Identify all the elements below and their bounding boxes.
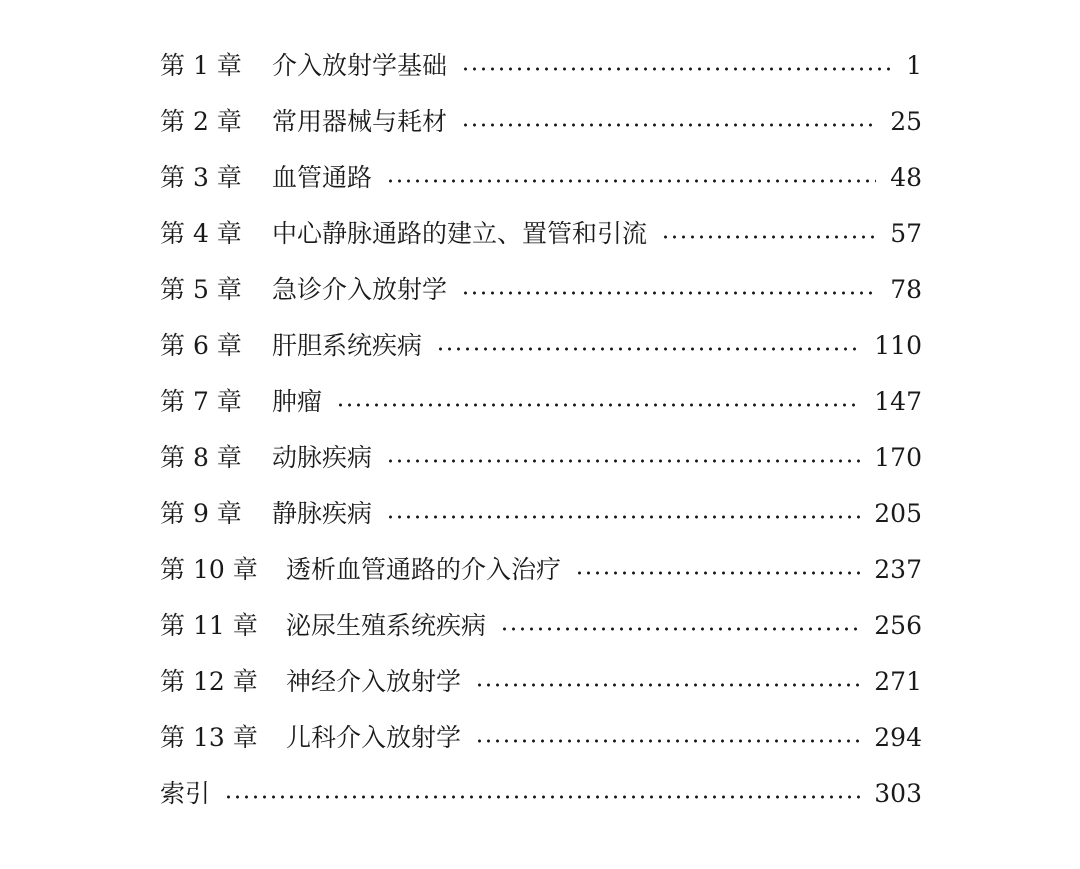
- dot-leader: [224, 795, 860, 799]
- toc-row[interactable]: [160, 94, 922, 150]
- chapter-number: 第 8 章: [160, 443, 242, 472]
- toc-row[interactable]: [160, 374, 922, 430]
- chapter-number: 第 5 章: [160, 275, 242, 304]
- chapter-number: 第 6 章: [160, 331, 242, 360]
- page-number: 303: [874, 779, 922, 808]
- chapter-title: 泌尿生殖系统疾病: [286, 611, 487, 640]
- page-number: 25: [890, 107, 922, 136]
- dot-leader: [386, 515, 860, 519]
- chapter-title: 动脉疾病: [272, 443, 373, 472]
- toc-row-index[interactable]: [160, 766, 922, 822]
- chapter-number: 第 10 章: [160, 555, 258, 584]
- chapter-number: 第 4 章: [160, 219, 242, 248]
- toc-row[interactable]: [160, 430, 922, 486]
- dot-leader: [386, 179, 876, 183]
- page-number: 78: [890, 275, 922, 304]
- chapter-number: 第 13 章: [160, 723, 258, 752]
- toc-row[interactable]: [160, 38, 922, 94]
- chapter-title: 肝胆系统疾病: [272, 331, 423, 360]
- dot-leader: [475, 683, 860, 687]
- dot-leader: [475, 739, 860, 743]
- page-number: 48: [890, 163, 922, 192]
- chapter-number: 第 2 章: [160, 107, 242, 136]
- index-title: 索引: [160, 779, 211, 808]
- chapter-number: 第 12 章: [160, 667, 258, 696]
- chapter-title: 儿科介入放射学: [286, 723, 462, 752]
- dot-leader: [461, 123, 876, 127]
- toc-row[interactable]: [160, 654, 922, 710]
- toc-row[interactable]: [160, 150, 922, 206]
- toc-row[interactable]: [160, 598, 922, 654]
- chapter-number: 第 11 章: [160, 611, 258, 640]
- chapter-number: 第 3 章: [160, 163, 242, 192]
- chapter-number: 第 7 章: [160, 387, 242, 416]
- chapter-title: 透析血管通路的介入治疗: [286, 555, 562, 584]
- toc-row[interactable]: [160, 486, 922, 542]
- chapter-number: 第 9 章: [160, 499, 242, 528]
- page-number: 170: [874, 443, 922, 472]
- chapter-title: 中心静脉通路的建立、置管和引流: [272, 219, 648, 248]
- chapter-title: 静脉疾病: [272, 499, 373, 528]
- dot-leader: [386, 459, 860, 463]
- dot-leader: [661, 235, 876, 239]
- toc-row[interactable]: [160, 710, 922, 766]
- dot-leader: [500, 627, 860, 631]
- chapter-title: 介入放射学基础: [272, 51, 448, 80]
- table-of-contents: [160, 38, 922, 822]
- chapter-number: 第 1 章: [160, 51, 242, 80]
- page-number: 147: [874, 387, 922, 416]
- toc-row[interactable]: [160, 542, 922, 598]
- dot-leader: [461, 291, 876, 295]
- page-number: 1: [906, 51, 922, 80]
- page-number: 205: [874, 499, 922, 528]
- dot-leader: [336, 403, 860, 407]
- page-number: 237: [874, 555, 922, 584]
- chapter-title: 常用器械与耗材: [272, 107, 448, 136]
- page-number: 256: [874, 611, 922, 640]
- dot-leader: [575, 571, 860, 575]
- chapter-title: 急诊介入放射学: [272, 275, 448, 304]
- chapter-title: 神经介入放射学: [286, 667, 462, 696]
- page-number: 57: [890, 219, 922, 248]
- page-number: 271: [874, 667, 922, 696]
- toc-row[interactable]: [160, 206, 922, 262]
- toc-row[interactable]: [160, 318, 922, 374]
- dot-leader: [461, 67, 892, 71]
- page-number: 110: [874, 331, 922, 360]
- chapter-title: 肿瘤: [272, 387, 323, 416]
- chapter-title: 血管通路: [272, 163, 373, 192]
- dot-leader: [436, 347, 860, 351]
- page-number: 294: [874, 723, 922, 752]
- toc-row[interactable]: [160, 262, 922, 318]
